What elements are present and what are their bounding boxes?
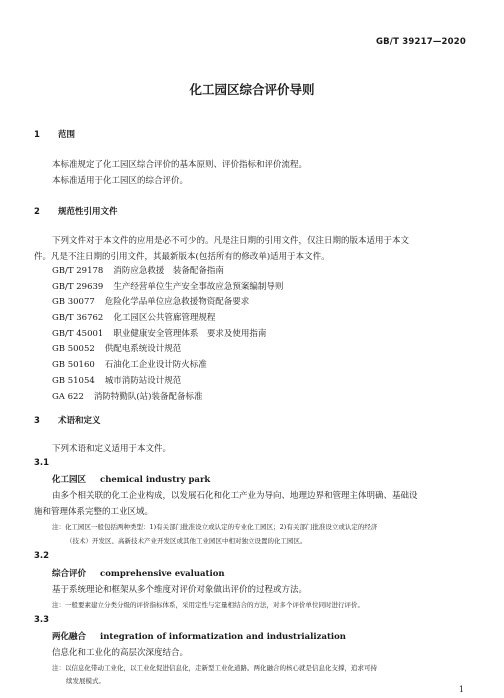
section-number: 1 bbox=[34, 130, 40, 140]
reference-title: 化工园区公共管廊管理规程 bbox=[113, 313, 216, 324]
reference-title: 石油化工企业设计防火标准 bbox=[104, 360, 207, 371]
reference-title: 职业健康安全管理体系 要求及使用指南 bbox=[113, 328, 267, 339]
reference-code: GB/T 45001 bbox=[52, 328, 104, 339]
section-1-heading bbox=[34, 128, 75, 140]
reference-title: 生产经营单位生产安全事故应急预案编制导则 bbox=[113, 281, 284, 292]
note-line: （技术）开发区、高新技术产业开发区或其他工业园区中相对独立设置的化工园区。 bbox=[66, 537, 307, 545]
term-number: 3.1 bbox=[34, 458, 50, 468]
term-number: 3.2 bbox=[34, 551, 50, 561]
definition-line: 信息化和工业化的高层次深度结合。 bbox=[52, 648, 189, 658]
paragraph-line: 下列文件对于本文件的应用是必不可少的。凡是注日期的引用文件，仅注日期的版本适用于本文 bbox=[52, 236, 410, 246]
reference-code: GB/T 29178 bbox=[52, 266, 104, 276]
note-line: 注：一般要素建立分类分级的评价指标体系，采用定性与定量相结合的方法，对多个评价单位同时进行评价。 bbox=[52, 601, 364, 609]
reference-code: GB/T 36762 bbox=[52, 313, 104, 324]
note-line: 续发展模式。 bbox=[66, 677, 105, 685]
reference-item bbox=[52, 327, 283, 343]
section-number: 3 bbox=[34, 416, 40, 426]
reference-code: GA 622 bbox=[52, 391, 84, 402]
reference-title: 消防应急救援 装备配备指南 bbox=[113, 266, 224, 276]
note-line: 注：化工园区一般包括两种类型：1)有关部门批准设立或认定的专业化工园区；2)有关部门批准设立或认定的经济 bbox=[52, 523, 378, 531]
term-entry bbox=[52, 630, 346, 642]
term-english: comprehensive evaluation bbox=[100, 569, 225, 579]
normative-reference-list bbox=[52, 264, 283, 405]
page-title: 化工园区综合评价导则 bbox=[189, 82, 315, 97]
term-english: chemical industry park bbox=[100, 475, 211, 485]
term-chinese: 综合评价 bbox=[52, 569, 87, 579]
term-number: 3.3 bbox=[34, 615, 50, 625]
term-entry bbox=[52, 473, 210, 485]
section-title: 范围 bbox=[58, 130, 76, 140]
reference-code: GB/T 29639 bbox=[52, 281, 104, 292]
reference-item bbox=[52, 374, 283, 390]
term-english: integration of informatization and industrialization bbox=[100, 632, 346, 642]
definition-line: 基于系统理论和框架从多个维度对评价对象做出评价的过程或方法。 bbox=[52, 585, 308, 595]
reference-title: 城市消防站设计规范 bbox=[104, 375, 182, 386]
section-3-heading bbox=[34, 414, 101, 426]
reference-title: 危险化学品单位应急救援物资配备要求 bbox=[104, 297, 250, 308]
definition-line: 施和管理体系完整的工业区域。 bbox=[34, 507, 154, 517]
reference-code: GB 50052 bbox=[52, 344, 95, 355]
reference-item bbox=[52, 358, 283, 374]
term-chinese: 化工园区 bbox=[52, 475, 87, 485]
standard-id: GB/T 39217—2020 bbox=[375, 37, 466, 47]
section-2-heading bbox=[34, 205, 118, 217]
reference-item bbox=[52, 280, 283, 296]
reference-code: GB 30077 bbox=[52, 297, 95, 308]
reference-title: 供配电系统设计规范 bbox=[104, 344, 182, 355]
reference-item bbox=[52, 342, 283, 358]
reference-code: GB 51054 bbox=[52, 375, 95, 386]
term-entry bbox=[52, 567, 225, 579]
paragraph-line: 件。凡是不注日期的引用文件，其最新版本(包括所有的修改单)适用于本文件。 bbox=[34, 252, 330, 262]
term-chinese: 两化融合 bbox=[52, 632, 87, 642]
reference-title: 消防特勤队(站)装备配备标准 bbox=[93, 391, 203, 402]
page-number: 1 bbox=[458, 685, 464, 694]
section-number: 2 bbox=[34, 207, 40, 217]
reference-item bbox=[52, 264, 283, 280]
paragraph-line: 本标准规定了化工园区综合评价的基本原则、评价指标和评价流程。 bbox=[52, 160, 308, 170]
note-line: 注：以信息化带动工业化，以工业化促进信息化，走新型工业化道路。两化融合的核心就是信息化支撑，追求可持 bbox=[52, 664, 377, 672]
reference-code: GB 50160 bbox=[52, 360, 95, 371]
paragraph-line: 本标准适用于化工园区的综合评价。 bbox=[52, 176, 189, 186]
definition-line: 由多个相关联的化工企业构成，以发展石化和化工产业为导向、地理边界和管理主体明确、基础设 bbox=[52, 491, 418, 501]
reference-item bbox=[52, 295, 283, 311]
reference-item bbox=[52, 311, 283, 327]
paragraph-line: 下列术语和定义适用于本文件。 bbox=[52, 444, 172, 454]
section-title: 术语和定义 bbox=[58, 416, 101, 426]
reference-item bbox=[52, 390, 283, 406]
section-title: 规范性引用文件 bbox=[58, 207, 118, 217]
